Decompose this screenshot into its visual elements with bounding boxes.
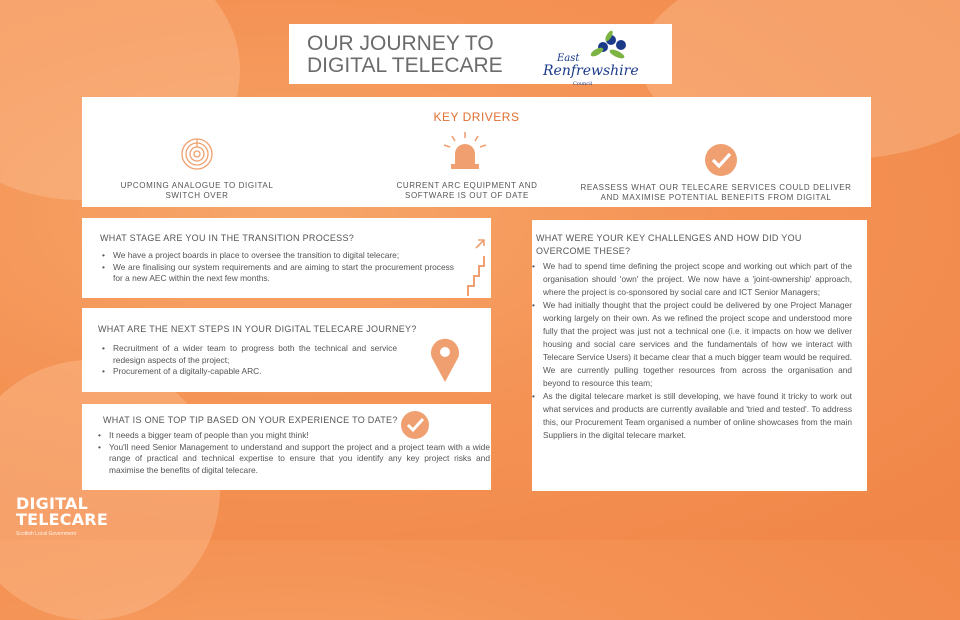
list-item: • It needs a bigger team of people than you might think! [98, 430, 490, 442]
driver-label-2 [372, 181, 562, 201]
next-steps-bullets [102, 343, 397, 378]
key-drivers-heading: KEY DRIVERS [433, 110, 520, 124]
driver-label-2-line-1: CURRENT ARC EQUIPMENT AND [396, 181, 538, 190]
title-line-2: DIGITAL TELECARE [307, 54, 503, 77]
driver-label-3 [566, 183, 866, 203]
brand-tagline: Scottish Local Government [16, 531, 77, 537]
transition-stage-panel [82, 218, 491, 298]
list-item: • As the digital telecare market is still developing, we have found it tricky to work out what services and products are currently available and 'tried and tested'. To address this, our Procurement Team organised a number of online showcases from the main Suppliers in the digital telecare market. [532, 390, 852, 442]
challenges-bullets [532, 260, 852, 442]
list-item: • We had to spend time defining the project scope and working out which part of the organisation should 'own' the project. We now have a 'joint-ownership' approach, where the project is co-sponsored by social care and ICT Senior Managers; [532, 260, 852, 299]
digital-telecare-logo [16, 496, 108, 537]
list-item: • We are finalising our system requirements and are aiming to start the procurement process for a new AEC within the next few months. [102, 262, 454, 285]
page-title [307, 33, 503, 77]
list-item: • We have a project boards in place to oversee the transition to digital telecare; [102, 250, 454, 262]
tree-rings-icon [180, 137, 214, 171]
top-tip-bullets [98, 430, 490, 476]
list-item: • Recruitment of a wider team to progress both the technical and service redesign aspects of the project; [102, 343, 397, 366]
council-logo [541, 30, 641, 87]
key-drivers-panel [82, 97, 871, 207]
transition-bullets [102, 250, 454, 285]
logo-wordmark [543, 52, 639, 91]
stairs-arrow-icon [466, 238, 488, 298]
title-line-1: OUR JOURNEY TO [307, 32, 494, 55]
next-steps-heading: WHAT ARE THE NEXT STEPS IN YOUR DIGITAL TELECARE JOURNEY? [98, 324, 417, 334]
driver-label-3-line-1: REASSESS WHAT OUR TELECARE SERVICES COULD DELIVER [580, 183, 852, 192]
challenges-heading: WHAT WERE YOUR KEY CHALLENGES AND HOW DID YOU OVERCOME THESE? [536, 233, 802, 256]
brand-line-2: TELECARE [16, 510, 108, 529]
map-pin-icon [428, 336, 462, 384]
brand-line-1: DIGITAL [16, 494, 88, 513]
checkmark-circle-icon [704, 143, 738, 177]
driver-label-3-line-2: AND MAXIMISE POTENTIAL BENEFITS FROM DIGITAL [600, 193, 832, 202]
top-tip-panel [82, 404, 491, 490]
driver-label-1-line-1: UPCOMING ANALOGUE TO DIGITAL [120, 181, 274, 190]
driver-label-2-line-2: SOFTWARE IS OUT OF DATE [405, 191, 529, 200]
list-item: • You'll need Senior Management to understand and support the project and a project team with a wide range of practical and technical expertise to ensure that you identify any key project risks and maximise the benefits of digital telecare. [98, 442, 490, 477]
next-steps-panel [82, 308, 491, 392]
top-tip-heading: WHAT IS ONE TOP TIP BASED ON YOUR EXPERIENCE TO DATE? [103, 415, 398, 425]
driver-label-1 [102, 181, 292, 201]
logo-line-3: Council [573, 81, 593, 87]
challenges-panel [532, 220, 867, 491]
logo-line-2: Renfrewshire [543, 63, 639, 79]
logo-line-1: East [557, 53, 580, 64]
header-panel [289, 24, 672, 87]
list-item: • Procurement of a digitally-capable ARC. [102, 366, 397, 378]
alarm-light-icon [440, 130, 490, 170]
transition-heading: WHAT STAGE ARE YOU IN THE TRANSITION PROCESS? [100, 233, 355, 243]
background-shape [0, 360, 220, 620]
driver-label-1-line-2: SWITCH OVER [165, 191, 229, 200]
list-item: • We had initially thought that the project could be delivered by one Project Manager working largely on their own. As we refined the project scope and understood more fully that the project was just not a technical one (i.e. it impacts on how we deliver housing and social care services and the fundamentals of how we interact with Telecare Service Users) it became clear that a much bigger team would be required. We are currently pulling together resources from across the organisation and beyond to resource this team; [532, 299, 852, 390]
